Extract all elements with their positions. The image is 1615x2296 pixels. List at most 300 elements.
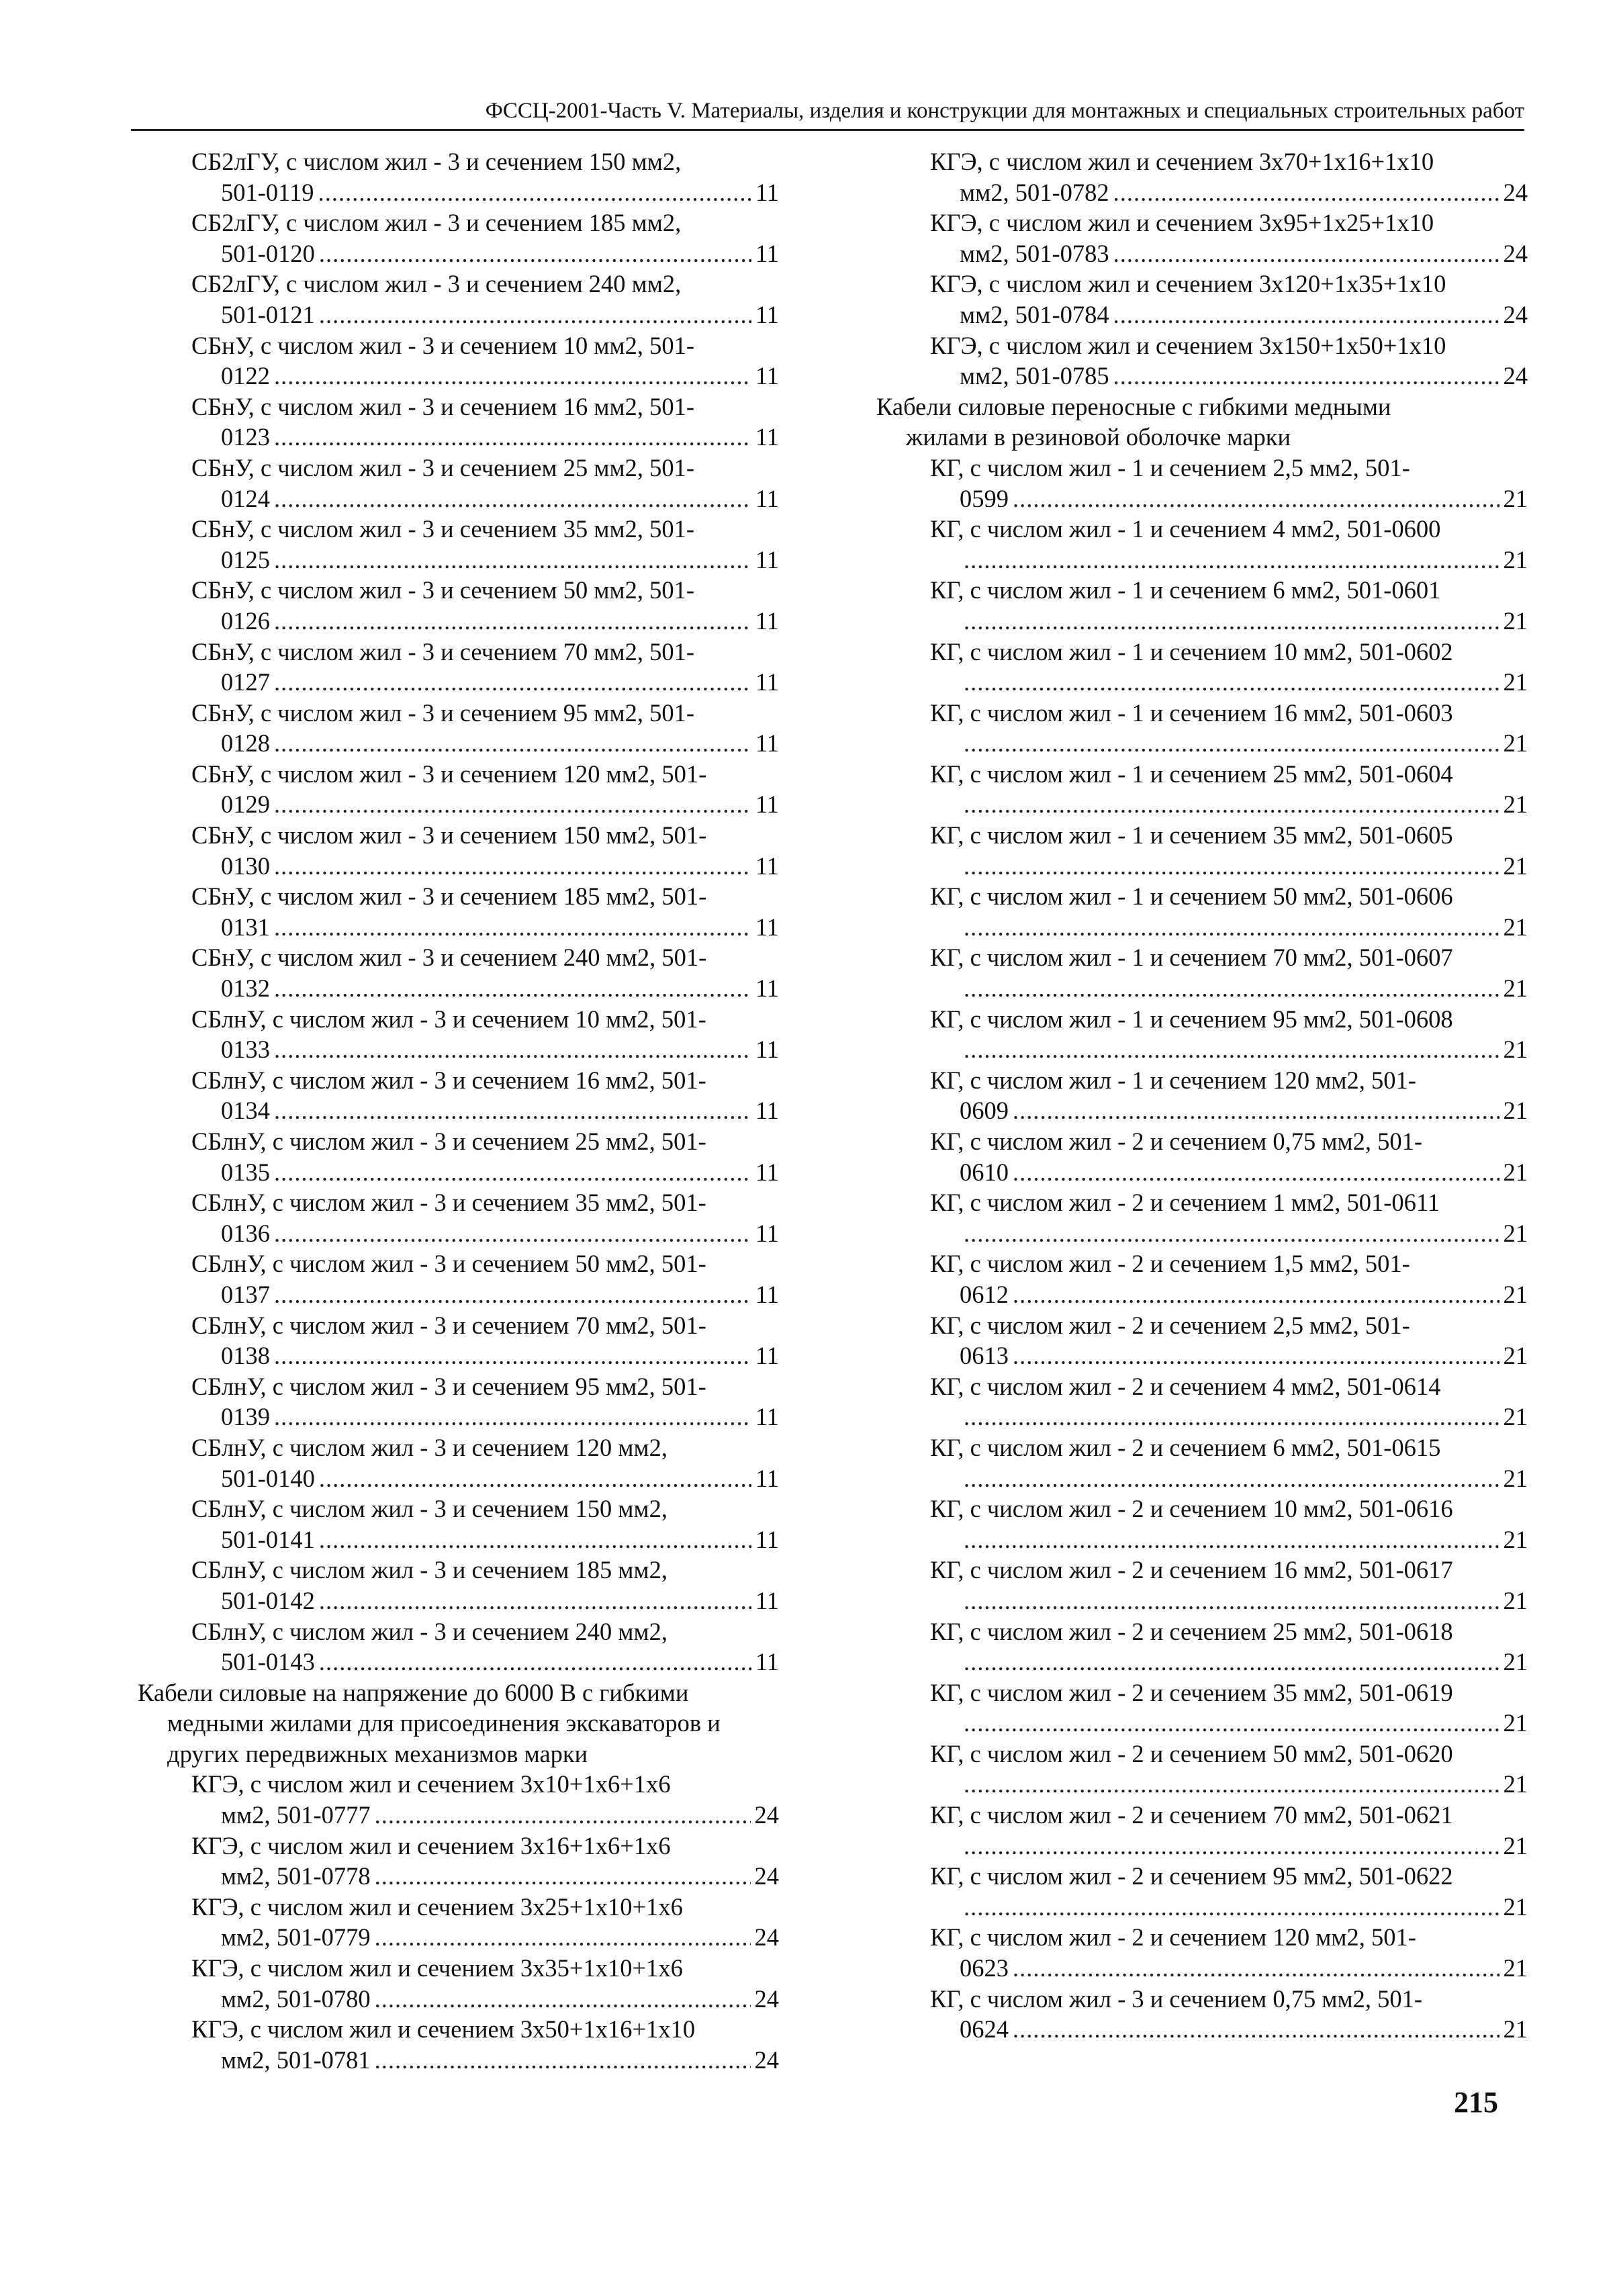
dot-leader bbox=[1013, 1340, 1499, 1371]
entry-page-ref: 11 bbox=[755, 484, 779, 512]
dot-leader bbox=[964, 1708, 1499, 1739]
left-entry-list-2 bbox=[138, 1769, 779, 2075]
entry-code: мм2, 501-0777 bbox=[221, 1801, 371, 1829]
entry-ref-line bbox=[930, 973, 1528, 1004]
entry-page-ref: 11 bbox=[755, 239, 779, 267]
dot-leader bbox=[964, 667, 1499, 698]
entry-page-ref: 24 bbox=[1503, 178, 1528, 206]
dot-leader bbox=[319, 238, 751, 269]
entry-page-ref: 11 bbox=[755, 1280, 779, 1308]
dot-leader bbox=[274, 728, 751, 759]
entry-ref-line bbox=[930, 1402, 1528, 1432]
entry-title: КГЭ, с числом жил и сечением 3x120+1x35+1x10 bbox=[930, 270, 1446, 298]
entry-page-ref: 21 bbox=[1503, 668, 1528, 696]
dot-leader bbox=[964, 1524, 1499, 1555]
entry-page-ref: 21 bbox=[1503, 974, 1528, 1003]
entry-page-ref: 21 bbox=[1503, 1586, 1528, 1614]
entry-ref-line bbox=[930, 912, 1528, 943]
entry-title: КГ, с числом жил - 1 и сечением 35 мм2, 501-0605 bbox=[930, 821, 1453, 849]
entry-page-ref: 11 bbox=[755, 668, 779, 696]
dot-leader bbox=[319, 1647, 751, 1678]
entry-code: 0139 bbox=[221, 1403, 270, 1431]
entry-page-ref: 11 bbox=[755, 1158, 779, 1186]
entry-title: СБнУ, с числом жил - 3 и сечением 240 мм2, 501- bbox=[191, 944, 707, 972]
dot-leader bbox=[375, 1861, 751, 1892]
entry-title: КГ, с числом жил - 1 и сечением 120 мм2, 501- bbox=[930, 1066, 1416, 1094]
index-entry bbox=[138, 453, 779, 514]
index-entry bbox=[138, 637, 779, 698]
entry-page-ref: 24 bbox=[754, 1801, 779, 1829]
dot-leader bbox=[274, 361, 751, 392]
entry-ref-line bbox=[191, 1095, 779, 1126]
right-section-heading bbox=[876, 392, 1528, 453]
dot-leader bbox=[274, 1402, 751, 1432]
entry-title: КГ, с числом жил - 1 и сечением 16 мм2, 501-0603 bbox=[930, 698, 1453, 727]
entry-page-ref: 11 bbox=[755, 1403, 779, 1431]
dot-leader bbox=[274, 422, 751, 453]
entry-ref-line bbox=[930, 1034, 1528, 1065]
index-entry bbox=[876, 1616, 1528, 1678]
entry-title: КГ, с числом жил - 2 и сечением 1 мм2, 501-0611 bbox=[930, 1189, 1440, 1217]
entry-code: 0127 bbox=[221, 668, 270, 696]
entry-title: СБнУ, с числом жил - 3 и сечением 70 мм2, 501- bbox=[191, 637, 694, 665]
index-entry bbox=[876, 637, 1528, 698]
index-entry bbox=[876, 1678, 1528, 1739]
index-entry bbox=[138, 1248, 779, 1310]
entry-title: КГЭ, с числом жил и сечением 3x50+1x16+1x10 bbox=[191, 2015, 696, 2044]
entry-page-ref: 21 bbox=[1503, 1831, 1528, 1859]
entry-code: 0138 bbox=[221, 1342, 270, 1370]
entry-page-ref: 11 bbox=[755, 913, 779, 941]
entry-title: КГ, с числом жил - 3 и сечением 0,75 мм2, 501- bbox=[930, 1984, 1422, 2013]
entry-page-ref: 21 bbox=[1503, 1158, 1528, 1186]
entry-code: мм2, 501-0784 bbox=[960, 300, 1109, 328]
entry-code: 0624 bbox=[960, 2015, 1009, 2044]
entry-ref-line bbox=[930, 545, 1528, 576]
dot-leader bbox=[274, 1095, 751, 1126]
entry-ref-line bbox=[191, 912, 779, 943]
dot-leader bbox=[274, 1340, 751, 1371]
entry-ref-line bbox=[191, 1524, 779, 1555]
dot-leader bbox=[964, 1034, 1499, 1065]
entry-page-ref: 11 bbox=[755, 178, 779, 206]
index-entry bbox=[138, 698, 779, 759]
entry-ref-line bbox=[191, 1218, 779, 1249]
running-header bbox=[131, 94, 1524, 131]
index-entry bbox=[876, 1984, 1528, 2045]
index-entry bbox=[876, 1371, 1528, 1432]
entry-title: СБнУ, с числом жил - 3 и сечением 120 мм2, 501- bbox=[191, 760, 707, 788]
left-entry-list bbox=[138, 146, 779, 1678]
entry-page-ref: 21 bbox=[1503, 913, 1528, 941]
entry-code: 0613 bbox=[960, 1342, 1009, 1370]
entry-ref-line bbox=[930, 1586, 1528, 1616]
entry-page-ref: 11 bbox=[755, 423, 779, 451]
index-entry bbox=[138, 1769, 779, 1830]
entry-code: 0623 bbox=[960, 1954, 1009, 1982]
entry-title: СБнУ, с числом жил - 3 и сечением 16 мм2, 501- bbox=[191, 392, 694, 420]
dot-leader bbox=[964, 728, 1499, 759]
entry-ref-line bbox=[191, 1463, 779, 1494]
entry-page-ref: 11 bbox=[755, 1586, 779, 1614]
entry-title: КГ, с числом жил - 2 и сечением 25 мм2, 501-0618 bbox=[930, 1617, 1453, 1645]
dot-leader bbox=[964, 1647, 1499, 1678]
dot-leader bbox=[964, 789, 1499, 820]
entry-page-ref: 11 bbox=[755, 1219, 779, 1247]
entry-page-ref: 21 bbox=[1503, 484, 1528, 512]
dot-leader bbox=[964, 973, 1499, 1004]
index-entry bbox=[876, 269, 1528, 330]
entry-code: мм2, 501-0781 bbox=[221, 2046, 371, 2074]
index-entry bbox=[138, 1892, 779, 1953]
entry-title: СБнУ, с числом жил - 3 и сечением 35 мм2, 501- bbox=[191, 515, 694, 543]
page-number: 215 bbox=[1454, 2086, 1498, 2119]
index-entry bbox=[876, 1248, 1528, 1310]
dot-leader bbox=[964, 851, 1499, 882]
entry-code: 0135 bbox=[221, 1158, 270, 1186]
entry-title: КГ, с числом жил - 2 и сечением 10 мм2, 501-0616 bbox=[930, 1495, 1453, 1523]
entry-ref-line bbox=[191, 1279, 779, 1310]
index-entry bbox=[876, 1800, 1528, 1861]
entry-title: КГЭ, с числом жил и сечением 3x16+1x6+1x6 bbox=[191, 1831, 671, 1859]
index-entry bbox=[138, 942, 779, 1003]
index-entry bbox=[138, 1187, 779, 1248]
entry-ref-line bbox=[930, 238, 1528, 269]
entry-title: СБ2лГУ, с числом жил - 3 и сечением 150 мм2, bbox=[191, 148, 682, 175]
entry-page-ref: 11 bbox=[755, 300, 779, 328]
index-entry bbox=[876, 514, 1528, 575]
entry-title: КГ, с числом жил - 1 и сечением 70 мм2, 501-0607 bbox=[930, 944, 1453, 972]
dot-leader bbox=[375, 2045, 751, 2076]
entry-title: СБлнУ, с числом жил - 3 и сечением 50 мм2, 501- bbox=[191, 1250, 706, 1278]
dot-leader bbox=[274, 912, 751, 943]
entry-code: 0122 bbox=[221, 362, 270, 390]
dot-leader bbox=[318, 177, 751, 208]
entry-page-ref: 11 bbox=[755, 1648, 779, 1676]
entry-page-ref: 21 bbox=[1503, 729, 1528, 757]
dot-leader bbox=[274, 606, 751, 637]
dot-leader bbox=[274, 851, 751, 882]
dot-leader bbox=[274, 545, 751, 576]
entry-title: КГ, с числом жил - 2 и сечением 50 мм2, 501-0620 bbox=[930, 1739, 1453, 1767]
entry-ref-line bbox=[191, 973, 779, 1004]
entry-ref-line bbox=[191, 484, 779, 514]
entry-title: СБлнУ, с числом жил - 3 и сечением 240 мм2, bbox=[191, 1617, 667, 1645]
heading-line: других передвижных механизмов марки bbox=[167, 1739, 588, 1767]
entry-code: 0131 bbox=[221, 913, 270, 941]
dot-leader bbox=[964, 1463, 1499, 1494]
entry-code: 0134 bbox=[221, 1097, 270, 1125]
entry-ref-line bbox=[191, 1034, 779, 1065]
heading-line: Кабели силовые переносные с гибкими медными bbox=[876, 392, 1391, 420]
entry-title: КГ, с числом жил - 1 и сечением 10 мм2, 501-0602 bbox=[930, 637, 1453, 665]
dot-leader bbox=[274, 1157, 751, 1188]
entry-title: КГ, с числом жил - 1 и сечением 95 мм2, 501-0608 bbox=[930, 1005, 1453, 1033]
entry-title: СБлнУ, с числом жил - 3 и сечением 35 мм2, 501- bbox=[191, 1189, 706, 1217]
entry-title: СБ2лГУ, с числом жил - 3 и сечением 240 мм2, bbox=[191, 270, 682, 298]
entry-page-ref: 21 bbox=[1503, 1219, 1528, 1247]
entry-page-ref: 21 bbox=[1503, 1403, 1528, 1431]
entry-code: 0609 bbox=[960, 1097, 1009, 1125]
dot-leader bbox=[1013, 1095, 1499, 1126]
index-entry bbox=[876, 1187, 1528, 1248]
entry-title: КГ, с числом жил - 2 и сечением 35 мм2, 501-0619 bbox=[930, 1678, 1453, 1706]
entry-title: КГ, с числом жил - 1 и сечением 50 мм2, 501-0606 bbox=[930, 882, 1453, 911]
entry-code: 0132 bbox=[221, 974, 270, 1003]
entry-page-ref: 11 bbox=[755, 790, 779, 819]
dot-leader bbox=[964, 1218, 1499, 1249]
index-entry bbox=[138, 759, 779, 820]
heading-line: жилами в резиновой оболочке марки bbox=[906, 423, 1291, 451]
entry-title: СБлнУ, с числом жил - 3 и сечением 10 мм2, 501- bbox=[191, 1005, 706, 1033]
entry-page-ref: 21 bbox=[1503, 1525, 1528, 1553]
dot-leader bbox=[1013, 1953, 1499, 1984]
entry-code: 0136 bbox=[221, 1219, 270, 1247]
entry-ref-line bbox=[930, 1463, 1528, 1494]
entry-title: КГ, с числом жил - 2 и сечением 4 мм2, 501-0614 bbox=[930, 1372, 1441, 1400]
entry-title: КГЭ, с числом жил и сечением 3x95+1x25+1x10 bbox=[930, 209, 1434, 237]
dot-leader bbox=[375, 1984, 751, 2015]
entry-ref-line bbox=[191, 361, 779, 392]
entry-ref-line bbox=[930, 1953, 1528, 1984]
entry-code: 0610 bbox=[960, 1158, 1009, 1186]
heading-line: Кабели силовые на напряжение до 6000 В с гибкими bbox=[138, 1678, 689, 1706]
entry-page-ref: 21 bbox=[1503, 1036, 1528, 1064]
entry-page-ref: 21 bbox=[1503, 606, 1528, 635]
entry-page-ref: 11 bbox=[755, 974, 779, 1003]
dot-leader bbox=[1013, 2014, 1499, 2045]
entry-page-ref: 11 bbox=[755, 852, 779, 880]
entry-ref-line bbox=[930, 851, 1528, 882]
entry-page-ref: 11 bbox=[755, 1097, 779, 1125]
entry-ref-line bbox=[191, 422, 779, 453]
index-entry bbox=[876, 942, 1528, 1003]
index-entry bbox=[138, 1065, 779, 1126]
entry-code: 501-0140 bbox=[221, 1464, 315, 1492]
right-entry-list-2 bbox=[876, 453, 1528, 2045]
entry-page-ref: 24 bbox=[1503, 239, 1528, 267]
entry-ref-line bbox=[930, 1708, 1528, 1739]
entry-code: 0126 bbox=[221, 606, 270, 635]
entry-page-ref: 21 bbox=[1503, 545, 1528, 573]
entry-ref-line bbox=[191, 1800, 779, 1831]
entry-ref-line bbox=[191, 1157, 779, 1188]
dot-leader bbox=[274, 1279, 751, 1310]
entry-title: КГЭ, с числом жил и сечением 3x35+1x10+1x6 bbox=[191, 1954, 683, 1982]
entry-ref-line bbox=[191, 1586, 779, 1616]
entry-code: 501-0121 bbox=[221, 300, 315, 328]
dot-leader bbox=[375, 1922, 751, 1953]
index-entry bbox=[876, 1004, 1528, 1065]
entry-page-ref: 24 bbox=[754, 2046, 779, 2074]
entry-code: 501-0143 bbox=[221, 1648, 315, 1676]
dot-leader bbox=[1113, 300, 1499, 330]
index-entry bbox=[138, 575, 779, 636]
entry-code: 501-0141 bbox=[221, 1525, 315, 1553]
index-entry bbox=[876, 820, 1528, 881]
dot-leader bbox=[274, 484, 751, 514]
entry-title: СБнУ, с числом жил - 3 и сечением 10 мм2, 501- bbox=[191, 331, 694, 359]
dot-leader bbox=[1013, 484, 1499, 514]
index-entry bbox=[876, 1739, 1528, 1800]
entry-code: мм2, 501-0785 bbox=[960, 362, 1109, 390]
entry-code: 0129 bbox=[221, 790, 270, 819]
entry-page-ref: 21 bbox=[1503, 1709, 1528, 1737]
entry-title: КГ, с числом жил - 2 и сечением 120 мм2, 501- bbox=[930, 1923, 1416, 1951]
entry-ref-line bbox=[191, 1647, 779, 1678]
dot-leader bbox=[375, 1800, 751, 1831]
entry-ref-line bbox=[191, 2045, 779, 2076]
entry-title: КГЭ, с числом жил и сечением 3x70+1x16+1x10 bbox=[930, 148, 1434, 175]
dot-leader bbox=[274, 1034, 751, 1065]
dot-leader bbox=[964, 1892, 1499, 1923]
entry-title: КГ, с числом жил - 2 и сечением 16 мм2, 501-0617 bbox=[930, 1556, 1453, 1584]
dot-leader bbox=[319, 1524, 751, 1555]
right-entry-list bbox=[876, 146, 1528, 392]
entry-title: КГЭ, с числом жил и сечением 3x150+1x50+1x10 bbox=[930, 331, 1446, 359]
index-entry bbox=[876, 1310, 1528, 1371]
entry-title: СБлнУ, с числом жил - 3 и сечением 70 мм2, 501- bbox=[191, 1311, 706, 1339]
index-entry bbox=[138, 1004, 779, 1065]
entry-title: КГ, с числом жил - 2 и сечением 0,75 мм2, 501- bbox=[930, 1128, 1422, 1155]
index-entry bbox=[876, 1861, 1528, 1922]
index-entry bbox=[876, 1126, 1528, 1187]
index-entry bbox=[876, 1555, 1528, 1616]
entry-title: КГ, с числом жил - 2 и сечением 95 мм2, 501-0622 bbox=[930, 1862, 1453, 1890]
index-entry bbox=[876, 208, 1528, 269]
right-column bbox=[876, 146, 1528, 2045]
entry-ref-line bbox=[930, 1769, 1528, 1800]
entry-title: КГ, с числом жил - 2 и сечением 1,5 мм2, 501- bbox=[930, 1250, 1410, 1278]
entry-title: СБлнУ, с числом жил - 3 и сечением 16 мм2, 501- bbox=[191, 1066, 706, 1094]
entry-page-ref: 21 bbox=[1503, 1280, 1528, 1308]
entry-ref-line bbox=[930, 2014, 1528, 2045]
entry-ref-line bbox=[191, 789, 779, 820]
entry-title: СБнУ, с числом жил - 3 и сечением 50 мм2, 501- bbox=[191, 576, 694, 604]
index-entry bbox=[138, 1831, 779, 1892]
entry-code: 0133 bbox=[221, 1036, 270, 1064]
entry-ref-line bbox=[191, 851, 779, 882]
entry-title: КГ, с числом жил - 2 и сечением 6 мм2, 501-0615 bbox=[930, 1433, 1441, 1461]
index-entry bbox=[876, 1065, 1528, 1126]
entry-ref-line bbox=[191, 1402, 779, 1432]
dot-leader bbox=[964, 912, 1499, 943]
entry-page-ref: 21 bbox=[1503, 1648, 1528, 1676]
entry-title: СБлнУ, с числом жил - 3 и сечением 25 мм2, 501- bbox=[191, 1128, 706, 1155]
heading-line: медными жилами для присоединения экскаваторов и bbox=[167, 1709, 721, 1737]
dot-leader bbox=[274, 973, 751, 1004]
entry-ref-line bbox=[930, 728, 1528, 759]
entry-page-ref: 24 bbox=[1503, 362, 1528, 390]
index-entry bbox=[138, 330, 779, 392]
index-entry bbox=[138, 1371, 779, 1432]
entry-page-ref: 11 bbox=[755, 729, 779, 757]
entry-code: 0137 bbox=[221, 1280, 270, 1308]
entry-code: 501-0120 bbox=[221, 239, 315, 267]
entry-ref-line bbox=[191, 1861, 779, 1892]
dot-leader bbox=[964, 1831, 1499, 1862]
entry-title: СБлнУ, с числом жил - 3 и сечением 120 мм2, bbox=[191, 1433, 667, 1461]
entry-title: КГЭ, с числом жил и сечением 3x10+1x6+1x6 bbox=[191, 1770, 671, 1798]
entry-title: СБлнУ, с числом жил - 3 и сечением 185 мм2, bbox=[191, 1556, 667, 1584]
index-entry bbox=[876, 146, 1528, 208]
entry-code: 0125 bbox=[221, 545, 270, 573]
index-entry bbox=[138, 1555, 779, 1616]
entry-title: КГ, с числом жил - 1 и сечением 4 мм2, 501-0600 bbox=[930, 515, 1441, 543]
entry-code: мм2, 501-0782 bbox=[960, 178, 1109, 206]
index-entry bbox=[138, 208, 779, 269]
entry-title: СБнУ, с числом жил - 3 и сечением 185 мм2, 501- bbox=[191, 882, 707, 911]
entry-ref-line bbox=[191, 238, 779, 269]
entry-ref-line bbox=[191, 1340, 779, 1371]
entry-code: 0128 bbox=[221, 729, 270, 757]
entry-title: СБнУ, с числом жил - 3 и сечением 25 мм2, 501- bbox=[191, 453, 694, 481]
entry-page-ref: 11 bbox=[755, 606, 779, 635]
entry-page-ref: 11 bbox=[755, 1464, 779, 1492]
entry-page-ref: 24 bbox=[754, 1984, 779, 2013]
index-entry bbox=[876, 330, 1528, 392]
dot-leader bbox=[274, 667, 751, 698]
entry-page-ref: 21 bbox=[1503, 1954, 1528, 1982]
entry-code: 501-0142 bbox=[221, 1586, 315, 1614]
entry-ref-line bbox=[191, 728, 779, 759]
entry-code: 0123 bbox=[221, 423, 270, 451]
entry-page-ref: 21 bbox=[1503, 852, 1528, 880]
entry-page-ref: 11 bbox=[755, 545, 779, 573]
dot-leader bbox=[1013, 1157, 1499, 1188]
entry-page-ref: 24 bbox=[754, 1862, 779, 1890]
dot-leader bbox=[319, 1463, 751, 1494]
dot-leader bbox=[274, 789, 751, 820]
entry-code: мм2, 501-0783 bbox=[960, 239, 1109, 267]
entry-code: мм2, 501-0779 bbox=[221, 1923, 371, 1951]
entry-ref-line bbox=[930, 789, 1528, 820]
entry-ref-line bbox=[930, 1524, 1528, 1555]
left-column bbox=[138, 146, 779, 2075]
index-entry bbox=[138, 1432, 779, 1494]
index-entry bbox=[138, 1126, 779, 1187]
entry-title: СБнУ, с числом жил - 3 и сечением 95 мм2, 501- bbox=[191, 698, 694, 727]
entry-ref-line bbox=[930, 300, 1528, 330]
entry-ref-line bbox=[930, 361, 1528, 392]
entry-ref-line bbox=[191, 300, 779, 330]
entry-title: КГ, с числом жил - 2 и сечением 2,5 мм2, 501- bbox=[930, 1311, 1410, 1339]
entry-page-ref: 21 bbox=[1503, 1464, 1528, 1492]
entry-code: 0124 bbox=[221, 484, 270, 512]
entry-ref-line bbox=[930, 606, 1528, 637]
entry-title: КГ, с числом жил - 2 и сечением 70 мм2, 501-0621 bbox=[930, 1801, 1453, 1829]
entry-page-ref: 21 bbox=[1503, 790, 1528, 819]
entry-ref-line bbox=[930, 1340, 1528, 1371]
index-entry bbox=[876, 1922, 1528, 1983]
entry-ref-line bbox=[930, 1157, 1528, 1188]
entry-page-ref: 21 bbox=[1503, 1770, 1528, 1798]
index-entry bbox=[138, 514, 779, 575]
entry-page-ref: 21 bbox=[1503, 1342, 1528, 1370]
entry-page-ref: 11 bbox=[755, 1342, 779, 1370]
entry-title: СБнУ, с числом жил - 3 и сечением 150 мм2, 501- bbox=[191, 821, 707, 849]
index-entry bbox=[138, 1953, 779, 2014]
entry-title: СБлнУ, с числом жил - 3 и сечением 95 мм2, 501- bbox=[191, 1372, 706, 1400]
index-entry bbox=[876, 881, 1528, 942]
entry-title: КГ, с числом жил - 1 и сечением 2,5 мм2, 501- bbox=[930, 453, 1410, 481]
entry-ref-line bbox=[930, 1218, 1528, 1249]
dot-leader bbox=[964, 1769, 1499, 1800]
entry-code: 0130 bbox=[221, 852, 270, 880]
entry-page-ref: 21 bbox=[1503, 1097, 1528, 1125]
entry-code: 0612 bbox=[960, 1280, 1009, 1308]
entry-page-ref: 24 bbox=[1503, 300, 1528, 328]
